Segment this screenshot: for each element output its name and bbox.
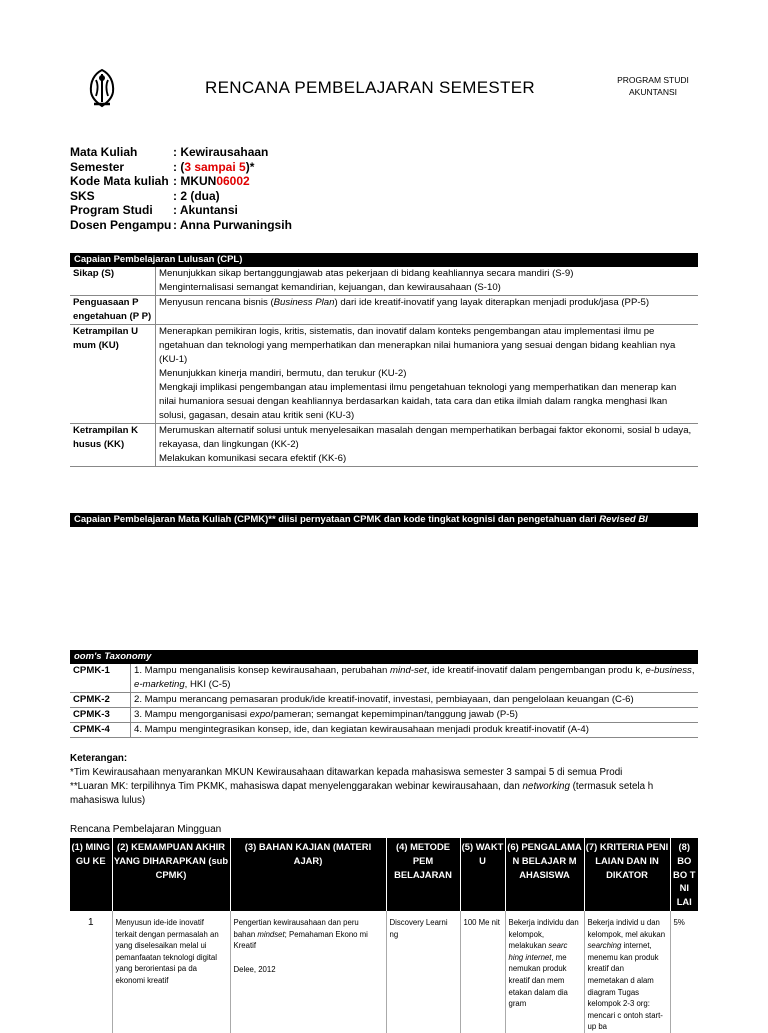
cpl-table bbox=[70, 267, 698, 467]
waktu-cell: 100 Me nit bbox=[460, 911, 505, 1033]
program-line-2: AKUNTANSI bbox=[628, 87, 678, 97]
program-label bbox=[598, 74, 708, 98]
kode-label: Kode Mata kuliah bbox=[70, 174, 169, 189]
weekly-section bbox=[70, 838, 698, 1032]
keterangan-note-1: *Tim Kewirausahaan menyarankan MKUN Kewirausahaan ditawarkan kepada mahasiswa semester 3 sampai 5 di semua Prodi bbox=[70, 767, 623, 778]
cpmk-section bbox=[70, 650, 698, 738]
keterangan-note-2: **Luaran MK: terpilihnya Tim PKMK, mahasiswa dapat menyelenggarakan webinar kewirausahaan, dan networking (termasuk setela h mahasiswa lulus) bbox=[70, 781, 654, 806]
keterangan-label: Keterangan: bbox=[70, 753, 128, 764]
semester-label: Semester bbox=[70, 159, 125, 174]
sks-value: : 2 (dua) bbox=[173, 188, 220, 203]
table-row bbox=[70, 693, 698, 708]
table-row bbox=[70, 267, 698, 296]
cpl-section bbox=[70, 253, 698, 467]
table-row bbox=[70, 424, 698, 467]
page-title: RENCANA PEMBELAJARAN SEMESTER bbox=[205, 78, 535, 97]
column-header: (2) KEMAMPUAN AKHIR YANG DIHARAPKAN (sub CPMK) bbox=[112, 838, 230, 911]
column-header: (7) KRITERIA PENI LAIAN DAN IN DIKATOR bbox=[584, 838, 670, 911]
table-row bbox=[70, 325, 698, 424]
week-number: 1 bbox=[70, 911, 112, 1033]
table-row bbox=[70, 664, 698, 693]
pp-value: Menyusun rencana bisnis (Business Plan) dari ide kreatif-inovatif yang layak diterapkan menjadi produk/jasa (PP-5) bbox=[156, 296, 699, 325]
column-header: (3) BAHAN KAJIAN (MATERI AJAR) bbox=[230, 838, 386, 911]
ku-value: Menerapkan pemikiran logis, kritis, sistematis, dan inovatif dalam konteks pengembangan atau implementasi ilmu pe ngetahuan dan teknologi yang memperhatikan dan menerapkan nilai humaniora yang sesuai dengan bidang keahlian nya (KU-1) Menunjukkan kinerja mandiri, bermutu, dan terukur (KU-2) Mengkaji implikasi pengembangan atau implementasi ilmu pengetahuan teknologi yang memperhatikan dan menerap kan nilai humaniora sesuai dengan keahliannya berdasarkan kaidah, tata cara dan etika ilmiah dalam rangka menghasi lkan solusi, gagasan, desain atau kritik seni (KU-3) bbox=[156, 325, 699, 424]
cpmk-header: Capaian Pembelajaran Mata Kuliah (CPMK)** diisi pernyataan CPMK dan kode tingkat kognisi dan pengetahuan dari Revised Bl bbox=[70, 513, 698, 527]
sks-label: SKS bbox=[70, 188, 95, 203]
cpmk-text: 1. Mampu menganalisis konsep kewirausahaan, perubahan mind-set, ide kreatif-inovatif dalam pengembangan produ k, e-business, e-marketing, HKI (C-5) bbox=[131, 664, 699, 693]
prodi-value: : Akuntansi bbox=[173, 203, 238, 218]
table-row bbox=[70, 723, 698, 738]
table-row bbox=[70, 911, 698, 1033]
sikap-value: Menunjukkan sikap bertanggungjawab atas pekerjaan di bidang keahliannya secara mandiri (S-9) Menginternalisasi semangat kemandirian, kejuangan, dan kewirausahaan (S-10) bbox=[156, 267, 699, 296]
program-line-1: PROGRAM STUDI bbox=[617, 75, 689, 85]
bobot-cell: 5% bbox=[673, 917, 685, 927]
dosen-label: Dosen Pengampu bbox=[70, 217, 172, 232]
kriteria-cell: Bekerja individ u dan kelompok, mel akukan searching internet, menemu kan produk kreatif dan memetakan d alam diagram Tugas kelompok 2-3 org: mencari c ontoh start-up ba bbox=[584, 911, 670, 1033]
pp-key: Penguasaan P engetahuan (P P) bbox=[70, 296, 156, 325]
table-row bbox=[70, 296, 698, 325]
kode-value: : MKUN06002 bbox=[173, 174, 250, 189]
column-header: (4) METODE PEM BELAJARAN bbox=[386, 838, 460, 911]
table-row bbox=[70, 708, 698, 723]
kemampuan-cell: Menyusun ide-ide inovatif terkait dengan permasalah an yang diselesaikan melal ui pemanfaatan teknologi digital yang berorientasi pa da ekonomi kreatif bbox=[112, 911, 230, 1033]
cpmk-text: 2. Mampu merancang pemasaran produk/ide kreatif-inovatif, investasi, pembiayaan, dan pengelolaan keuangan (C-6) bbox=[131, 693, 699, 708]
cpl-header: Capaian Pembelajaran Lulusan (CPL) bbox=[70, 253, 698, 267]
ku-key: Ketrampilan U mum (KU) bbox=[70, 325, 156, 424]
semester-value: : (3 sampai 5)* bbox=[173, 159, 255, 174]
column-header: (6) PENGALAMA N BELAJAR M AHASISWA bbox=[505, 838, 584, 911]
sikap-key: Sikap (S) bbox=[70, 267, 156, 296]
mata-kuliah-value: : Kewirausahaan bbox=[173, 145, 269, 159]
cpmk-code: CPMK-1 bbox=[70, 664, 131, 693]
metode-cell: Discovery Learni ng bbox=[386, 911, 460, 1033]
column-header: (5) WAKT U bbox=[460, 838, 505, 911]
keterangan-section bbox=[70, 752, 700, 808]
weekly-title: Rencana Pembelajaran Mingguan bbox=[70, 824, 222, 835]
university-logo-icon bbox=[84, 68, 120, 108]
prodi-label: Program Studi bbox=[70, 203, 153, 218]
dosen-value: : Anna Purwaningsih bbox=[173, 217, 292, 232]
cpmk-code: CPMK-4 bbox=[70, 723, 131, 738]
column-header: (8) BO BO T NI LAI bbox=[670, 838, 698, 911]
table-header-row bbox=[70, 838, 698, 911]
cpmk-text: 4. Mampu mengintegrasikan konsep, ide, dan kegiatan kewirausahaan menjadi produk kreatif-inovatif (A-4) bbox=[131, 723, 699, 738]
mata-kuliah-label: Mata Kuliah bbox=[70, 145, 138, 159]
cpmk-header-continued: oom's Taxonomy bbox=[70, 650, 698, 664]
pengalaman-cell: Bekerja individu dan kelompok, melakukan searc hing internet, me nemukan produk kreatif dan mem etakan dalam dia gram bbox=[505, 911, 584, 1033]
column-header: (1) MING GU KE bbox=[70, 838, 112, 911]
course-info bbox=[70, 145, 292, 233]
kk-value: Merumuskan alternatif solusi untuk menyelesaikan masalah dengan memperhatikan berbagai faktor ekonomi, sosial b udaya, rekayasa, dan lingkungan (KK-2) Melakukan komunikasi secara efektif (KK-6) bbox=[156, 424, 699, 467]
kk-key: Ketrampilan K husus (KK) bbox=[70, 424, 156, 467]
cpmk-table bbox=[70, 664, 698, 738]
cpmk-code: CPMK-3 bbox=[70, 708, 131, 723]
weekly-table bbox=[70, 838, 698, 1033]
cpmk-code: CPMK-2 bbox=[70, 693, 131, 708]
cpmk-text: 3. Mampu mengorganisasi expo/pameran; semangat kepemimpinan/tanggung jawab (P-5) bbox=[131, 708, 699, 723]
bahan-cell: Pengertian kewirausahaan dan peru bahan mindset; Pemahaman Ekono mi Kreatif Delee, 2012 bbox=[230, 911, 386, 1033]
